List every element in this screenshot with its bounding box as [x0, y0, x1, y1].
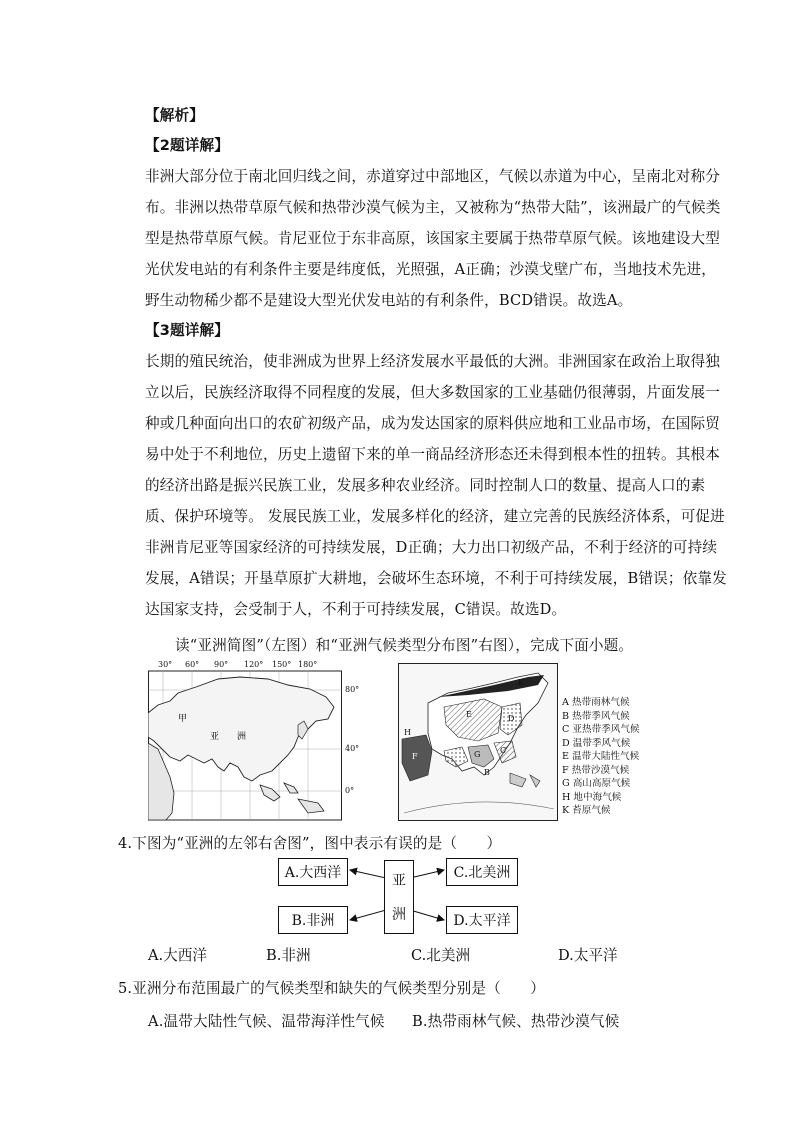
- region-label: G: [474, 750, 481, 759]
- region-label: E: [466, 710, 472, 719]
- legend-item: E 温带大陆性气候: [562, 751, 640, 762]
- label-jia: 甲: [178, 714, 188, 724]
- q3-line: 长期的殖民统治，使非洲成为世界上经济发展水平最低的大洲。非洲国家在政治上取得独: [145, 353, 721, 370]
- lon-label: 30°: [158, 660, 173, 669]
- q4-option-d[interactable]: D.太平洋: [558, 947, 618, 964]
- neighbors-diagram: [278, 856, 518, 936]
- legend-item: F 热带沙漠气候: [562, 764, 630, 776]
- q5-option-b[interactable]: B.热带雨林气候、热带沙漠气候: [412, 1013, 620, 1030]
- region-label: B: [484, 768, 490, 777]
- lon-label: 60°: [185, 660, 200, 669]
- lat-label: 40°: [345, 744, 360, 753]
- region-label: H: [404, 728, 411, 737]
- box-atlantic: A.大西洋: [278, 858, 348, 886]
- q3-line: 易中处于不利地位，历史上遗留下来的单一商品经济形态还未得到根本性的扭转。其根本: [145, 446, 721, 463]
- legend-item: G 高山高原气候: [562, 778, 631, 789]
- region-label: K: [518, 678, 524, 687]
- lon-label: 180°: [298, 660, 318, 669]
- q3-line: 种或几种面向出口的农矿初级产品，成为发达国家的原料供应地和工业品市场，在国际贸: [145, 415, 721, 432]
- legend-item: C 亚热带季风气候: [562, 724, 640, 735]
- q3-line: 非洲肯尼亚等国家经济的可持续发展，D正确；大力出口初级产品，不利于经济的可持续: [145, 539, 718, 556]
- lon-label: 90°: [214, 660, 229, 669]
- q5-stem: 5.亚洲分布范围最广的气候类型和缺失的气候类型分别是（ ）: [118, 980, 546, 997]
- region-label: D: [508, 714, 515, 723]
- q5-option-a[interactable]: A.温带大陆性气候、温带海洋性气候: [148, 1013, 385, 1030]
- box-pacific: D.太平洋: [446, 906, 518, 934]
- climate-legend: [562, 696, 640, 818]
- lon-label: 120°: [244, 660, 264, 669]
- q3-line: 的经济出路是振兴民族工业，发展多种农业经济。同时控制人口的数量、提高人口的素: [145, 477, 706, 494]
- q2-heading: 【2题详解】: [145, 137, 230, 154]
- q2-line: 非洲大部分位于南北回归线之间，赤道穿过中部地区，气候以赤道为中心，呈南北对称分: [145, 168, 721, 185]
- q3-line: 发展，A错误；开垦草原扩大耕地，会破坏生态环境，不利于可持续发展，B错误；依靠发: [145, 570, 727, 587]
- lon-label: 150°: [272, 660, 292, 669]
- asia-climate-map: [398, 663, 558, 821]
- q3-line: 质、保护环境等。 发展民族工业，发展多样化的经济，建立完善的民族经济体系，可促进: [145, 508, 725, 525]
- analysis-heading: 【解析】: [145, 107, 204, 124]
- q3-line: 立以后，民族经济取得不同程度的发展，但大多数国家的工业基础仍很薄弱，片面发展一: [145, 384, 721, 401]
- region-label: F: [412, 752, 418, 761]
- legend-item: H 地中海气候: [562, 791, 622, 803]
- q2-line: 型是热带草原气候。肯尼亚位于东非高原，该国家主要属于热带草原气候。该地建设大型: [145, 230, 721, 247]
- box-asia-char: 洲: [392, 907, 406, 923]
- q4-option-a[interactable]: A.大西洋: [148, 947, 207, 964]
- q4-option-b[interactable]: B.非洲: [266, 947, 311, 964]
- q3-line: 达国家支持，会受制于人，不利于可持续发展，C错误。故选D。: [145, 601, 567, 618]
- region-label: C: [500, 746, 507, 755]
- reading-intro: 读“亚洲简图”（左图）和“亚洲气候类型分布图”右图），完成下面小题。: [175, 637, 634, 654]
- lat-label: 80°: [345, 685, 360, 694]
- q3-heading: 【3题详解】: [145, 322, 230, 339]
- box-asia-char: 亚: [392, 873, 406, 889]
- latitude-labels: [345, 663, 375, 821]
- q2-line: 布。非洲以热带草原气候和热带沙漠气候为主，又被称为“热带大陆”，该洲最广的气候类: [145, 199, 721, 216]
- legend-item: K 苔原气候: [562, 805, 611, 816]
- q2-line: 野生动物稀少都不是建设大型光伏发电站的有利条件，BCD错误。故选A。: [145, 292, 633, 309]
- label-asia: 亚 洲: [210, 732, 247, 742]
- q4-stem: 4.下图为“亚洲的左邻右舍图”，图中表示有误的是（ ）: [118, 835, 502, 852]
- box-africa: B.非洲: [278, 906, 348, 934]
- q4-option-c[interactable]: C.北美洲: [411, 947, 471, 964]
- legend-item: D 温带季风气候: [562, 737, 631, 749]
- asia-simple-map: [148, 663, 342, 821]
- box-asia: [384, 860, 414, 934]
- q2-line: 光伏发电站的有利条件主要是纬度低，光照强，A正确；沙漠戈壁广布，当地技术先进，: [145, 261, 716, 278]
- legend-item: B 热带季风气候: [562, 710, 630, 722]
- legend-item: A 热带雨林气候: [562, 697, 630, 708]
- box-north-america: C.北美洲: [446, 858, 518, 886]
- lat-label: 0°: [345, 786, 355, 795]
